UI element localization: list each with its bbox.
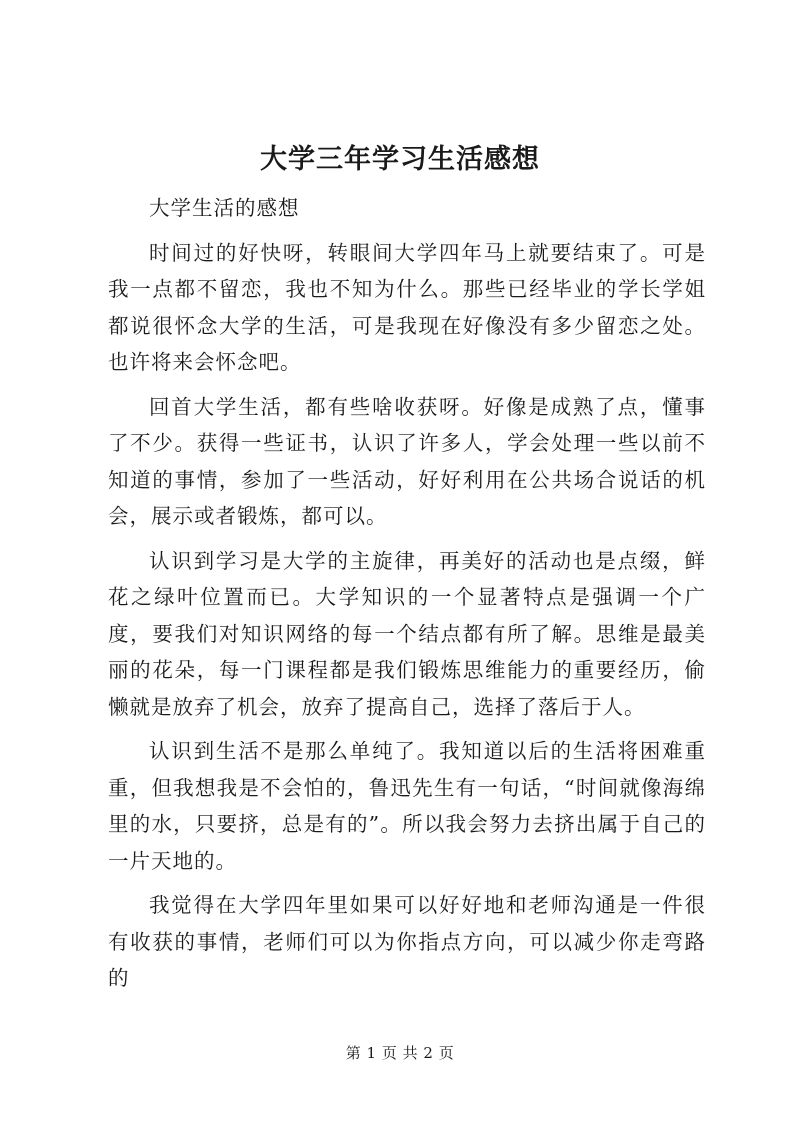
paragraph-subtitle: 大学生活的感想: [149, 196, 300, 220]
paragraph: 时间过的好快呀，转眼间大学四年马上就要结束了。可是我一点都不留恋，我也不知为什么。那些已经毕业的学长学姐都说很怀念大学的生活，可是我现在好像没有多少留恋之处。也许将来会怀念吧。: [108, 240, 706, 374]
paragraph: 认识到学习是大学的主旋律，再美好的活动也是点缀，鲜花之绿叶位置而已。大学知识的一个显著特点是强调一个广度，要我们对知识网络的每一个结点都有所了解。思维是最美丽的花朵，每一门课程都是我们锻炼思维能力的重要经历，偷懒就是放弃了机会，放弃了提高自己，选择了落后于人。: [108, 548, 706, 719]
document-body: [108, 190, 706, 997]
paragraph: 我觉得在大学四年里如果可以好好地和老师沟通是一件很有收获的事情，老师们可以为你指点方向，可以减少你走弯路的: [108, 893, 706, 990]
paragraph: 认识到生活不是那么单纯了。我知道以后的生活将困难重重，但我想我是不会怕的，鲁迅先生有一句话，“时间就像海绵里的水，只要挤，总是有的”。所以我会努力去挤出属于自己的一片天地的。: [108, 739, 706, 873]
document-title: 大学三年学习生活感想: [260, 144, 540, 175]
page-number-footer: 第 1 页 共 2 页: [345, 1044, 455, 1062]
paragraph: 回首大学生活，都有些啥收获呀。好像是成熟了点，懂事了不少。获得一些证书，认识了许多人，学会处理一些以前不知道的事情，参加了一些活动，好好利用在公共场合说话的机会，展示或者锻炼，都可以。: [108, 394, 706, 528]
